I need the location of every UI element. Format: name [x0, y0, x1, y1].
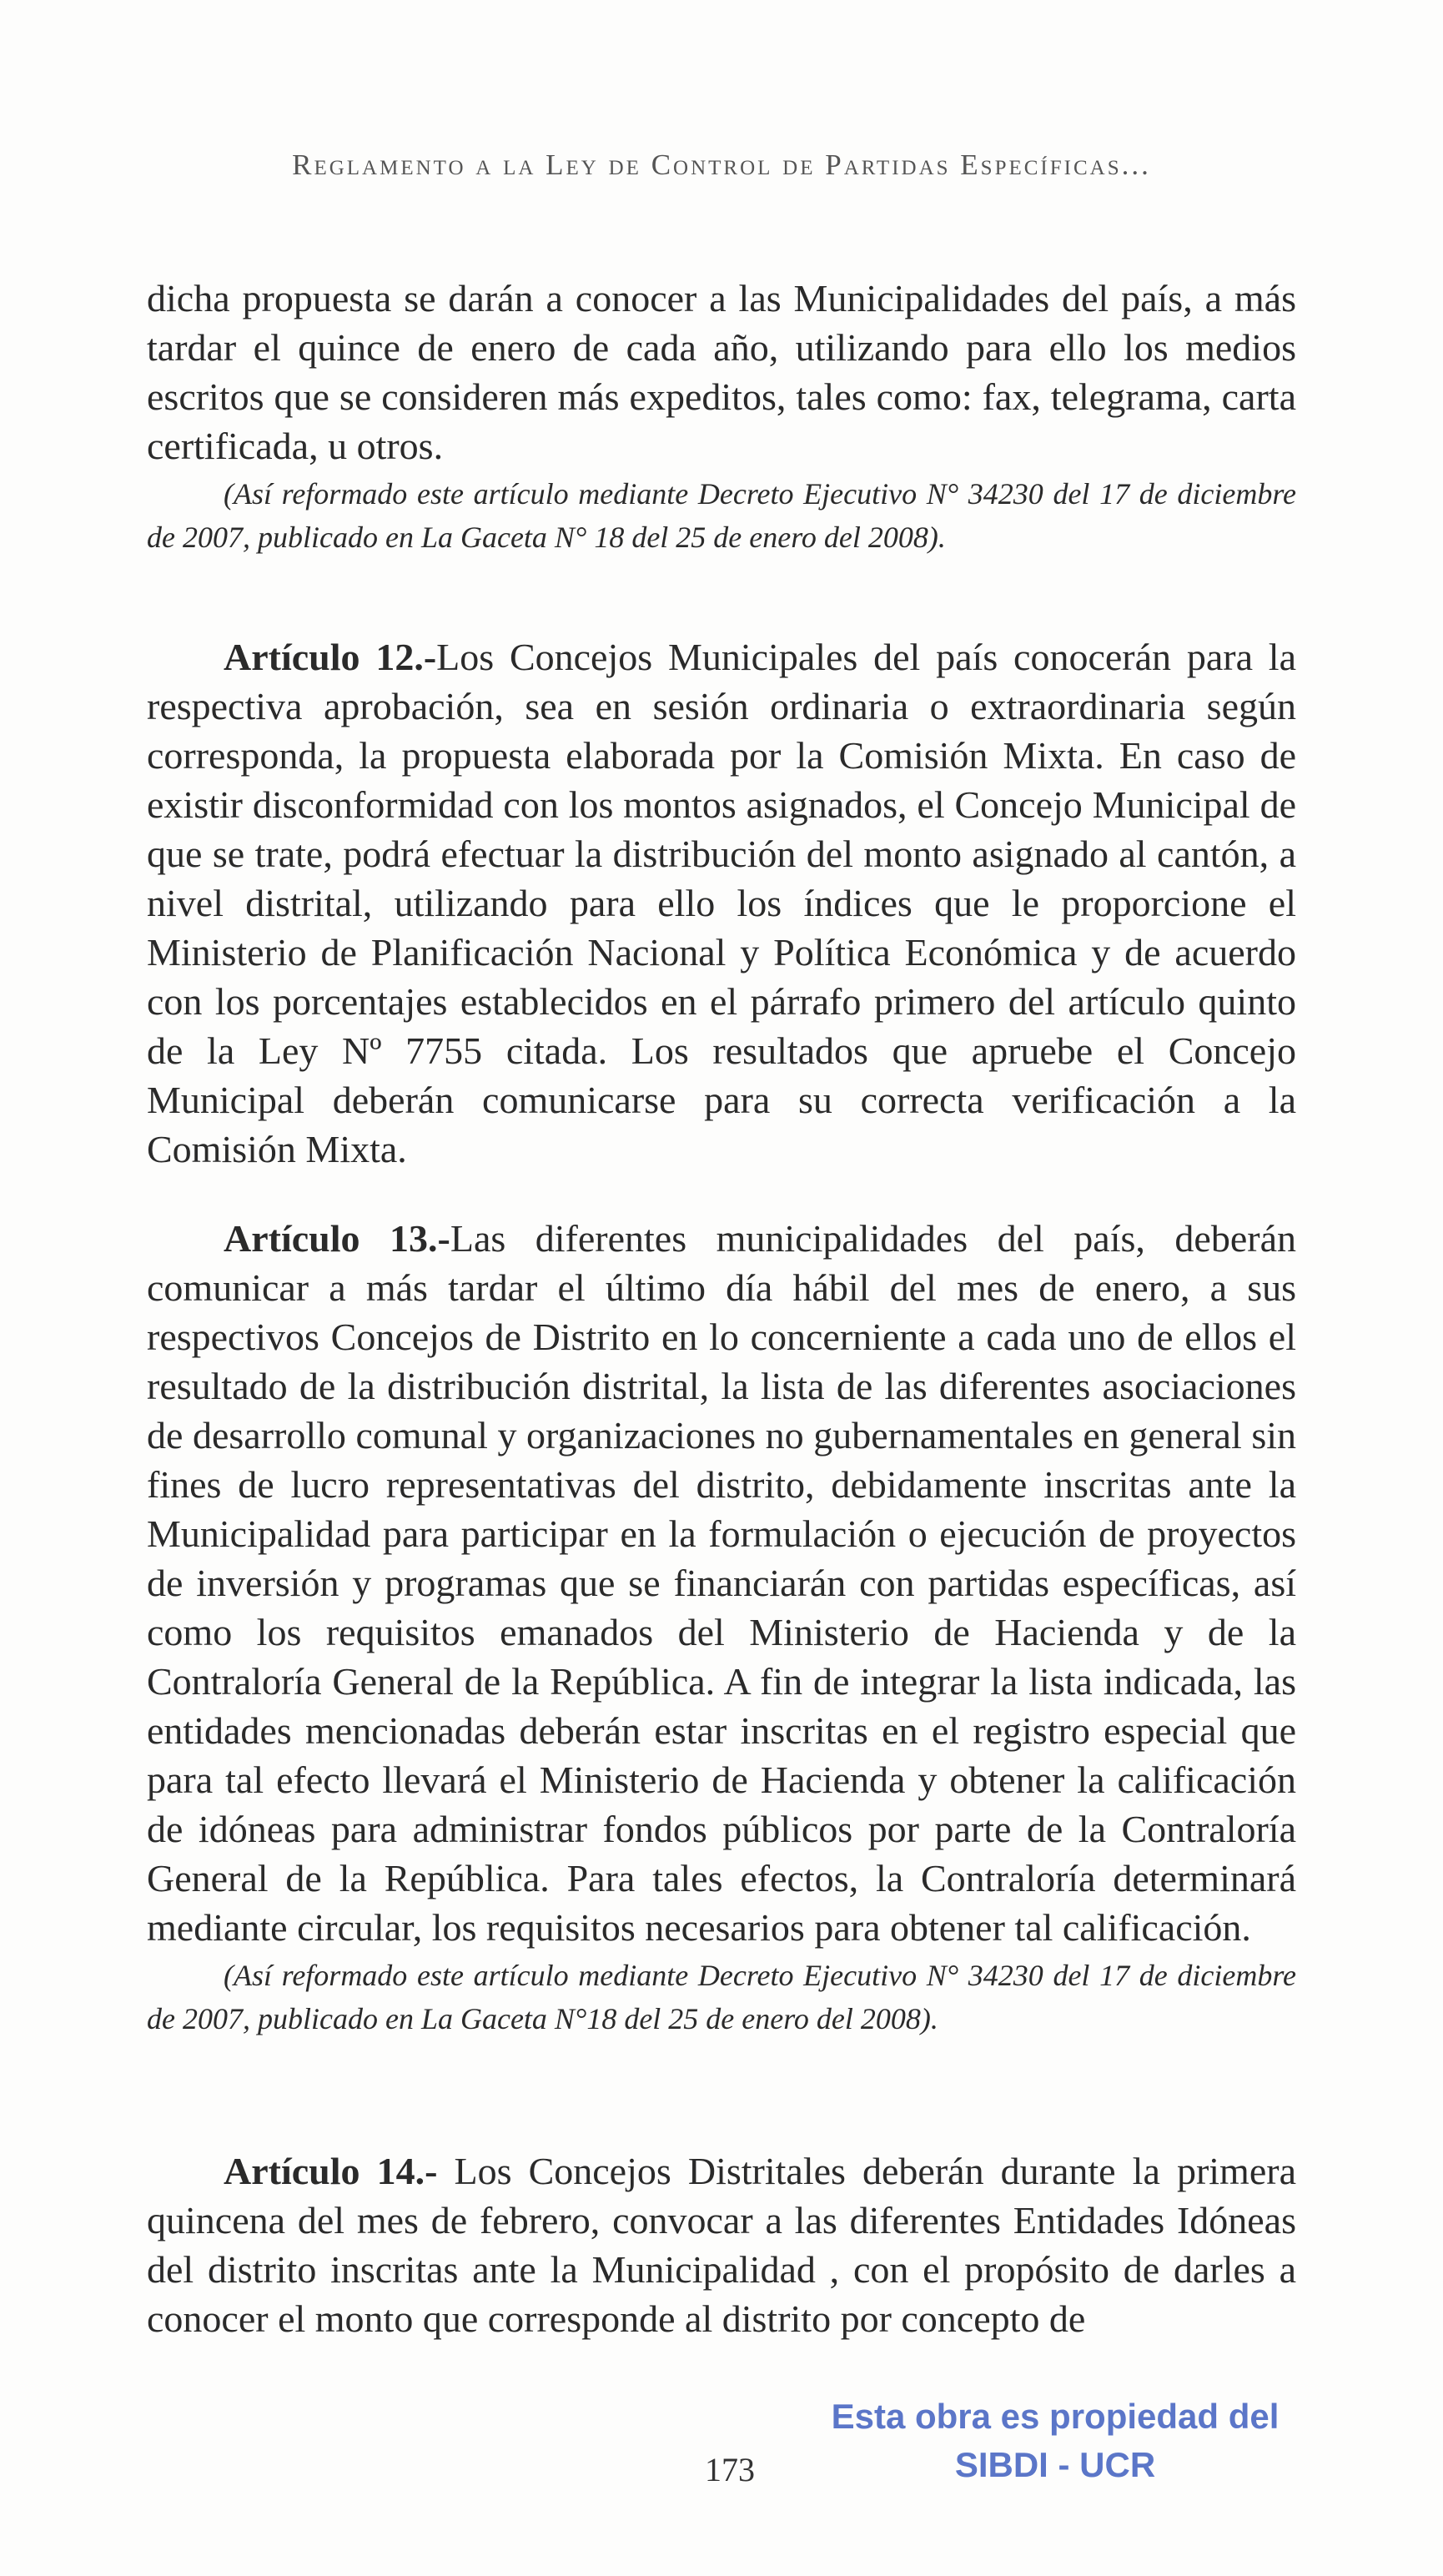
amendment-note-2: (Así reformado este artículo mediante Decreto Ejecutivo N° 34230 del 17 de diciembre de 2007, publicado en La Gaceta N°18 del 25 de enero del 2008).	[147, 1959, 1296, 2035]
article-13	[147, 1214, 1296, 2040]
article-13-paragraph	[147, 1214, 1296, 1952]
article-12	[147, 632, 1296, 1174]
article-12-label: Artículo 12.-	[224, 636, 437, 678]
continuation-paragraph: dicha propuesta se darán a conocer a las Municipalidades del país, a más tardar el quince de enero de cada año, utilizando para ello los medios escritos que se consideren más expeditos, tales como: fax, telegrama, carta certificada, u otros.	[147, 277, 1296, 467]
article-12-text: Los Concejos Municipales del país conocerán para la respectiva aprobación, sea en sesión ordinaria o extraordinaria según corresponda, la propuesta elaborada por la Comisión Mixta. En caso de existir disconformidad con los montos asignados, el Concejo Municipal de que se trate, podrá efectuar la distribución del monto asignado al cantón, a nivel distrital, utilizando para ello los índices que le proporcione el Ministerio de Planificación Nacional y Política Económica y de acuerdo con los porcentajes establecidos en el párrafo primero del artículo quinto de la Ley Nº 7755 citada. Los resultados que apruebe el Concejo Municipal deberán comunicarse para su correcta verificación a la Comisión Mixta.	[147, 636, 1296, 1170]
stamp-line-2: SIBDI - UCR	[954, 2445, 1156, 2484]
stamp-line-1: Esta obra es propiedad del	[831, 2397, 1280, 2436]
article-14	[147, 2146, 1296, 2343]
article-13-text: Las diferentes municipalidades del país, deberán comunicar a más tardar el último día hábil del mes de enero, a sus respectivos Concejos de Distrito en lo concerniente a cada uno de ellos el resultado de la distribución distrital, la lista de las diferentes asociaciones de desarrollo comunal y organizaciones no gubernamentales en general sin fines de lucro representativas del distrito, debidamente inscritas ante la Municipalidad para participar en la formulación o ejecución de proyectos de inversión y programas que se financiarán con partidas específicas, así como los requisitos emanados del Ministerio de Hacienda y de la Contraloría General de la República. A fin de integrar la lista indicada, las entidades mencionadas deberán estar inscritas en el registro especial que para tal efecto llevará el Ministerio de Hacienda y obtener la calificación de idóneas para administrar fondos públicos por parte de la Contraloría General de la República. Para tales efectos, la Contraloría determinará mediante circular, los requisitos necesarios para obtener tal calificación.	[147, 1217, 1296, 1949]
article-14-label: Artículo 14.-	[224, 2150, 438, 2192]
article-14-paragraph	[147, 2146, 1296, 2343]
article-14-text: Los Concejos Distritales deberán durante la primera quincena del mes de febrero, convocar a las diferentes Entidades Idóneas del distrito inscritas ante la Municipalidad , con el propósito de darles a conocer el monto que corresponde al distrito por concepto de	[147, 2150, 1296, 2340]
continuation-block	[147, 274, 1296, 559]
amendment-note-1: (Así reformado este artículo mediante Decreto Ejecutivo N° 34230 del 17 de diciembre de 2007, publicado en La Gaceta N° 18 del 25 de enero del 2008).	[147, 477, 1296, 554]
running-header: Reglamento a la Ley de Control de Partidas Específicas...	[292, 148, 1151, 181]
page-number: 173	[705, 2451, 755, 2488]
library-stamp	[822, 2392, 1289, 2489]
article-12-paragraph	[147, 632, 1296, 1174]
article-13-label: Artículo 13.-	[224, 1217, 450, 1260]
